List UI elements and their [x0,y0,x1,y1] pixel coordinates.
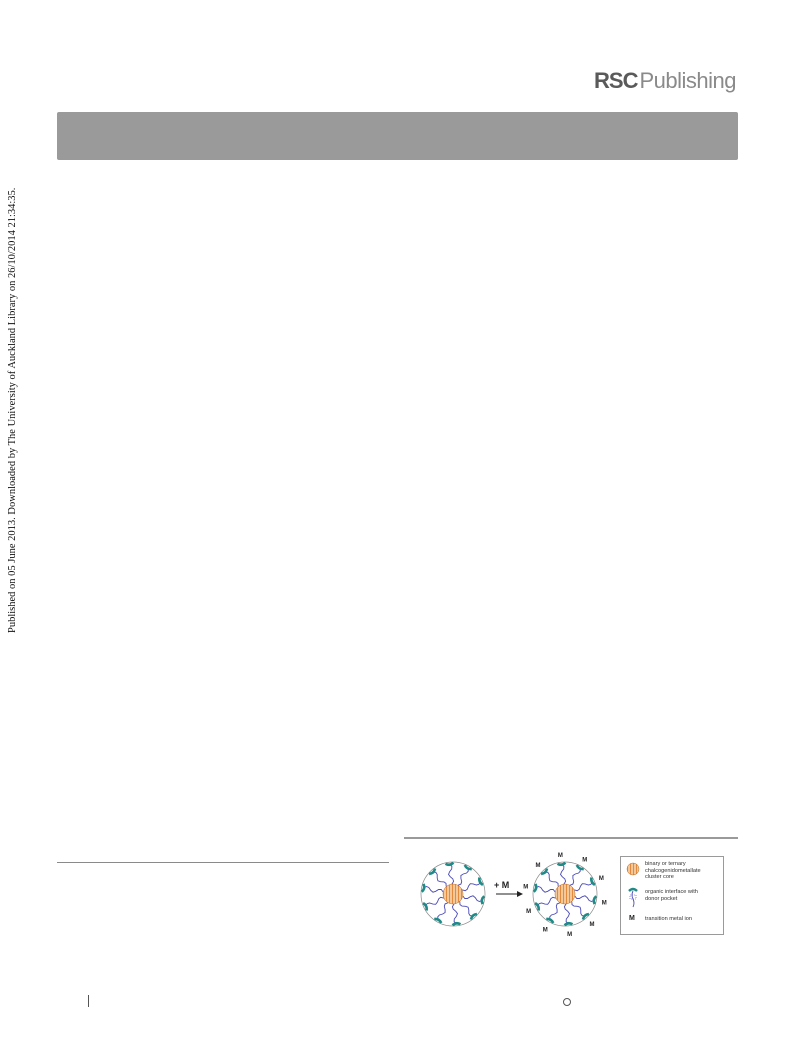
ligand-chain [561,864,566,884]
ligand-chain [545,872,559,887]
ligand-chain [572,901,586,916]
ligand-chain [452,904,457,924]
footnote-rule [57,862,389,863]
graphical-abstract-figure [410,850,728,960]
ligand-chain [574,882,592,891]
ligand-chain [550,903,560,920]
figure-top-rule [404,837,738,839]
logo-rsc: RSC [594,68,638,93]
figure-legend [620,856,724,935]
download-watermark: Published on 05 June 2013. Downloaded by The University of Auckland Library on 26/10/2014 21:34:35. [7,187,18,633]
ligand-chain [438,903,448,920]
article-header-band [57,112,738,160]
ligand-chain [449,864,454,884]
footer-copyright-mark [563,998,571,1006]
legend-metal-symbol: M [629,915,635,922]
legend-interface-text: organic interface with donor pocket [645,889,698,902]
donor-pocket [429,869,435,874]
legend-interface-swatch [629,889,637,907]
footer-page-separator [88,995,89,1007]
ligand-chain [462,882,480,891]
donor-pocket [558,863,566,865]
metal-ion-label: M [523,884,529,891]
metal-ion-label: M [589,922,595,928]
metal-ion-label: M [542,927,548,934]
legend-metal-text: transition metal ion [645,916,692,922]
metal-ion-label: M [582,857,588,864]
cluster-core-right [555,884,575,904]
ligand-chain [575,896,595,902]
reaction-arrow [494,880,523,897]
metal-ion-label: M [526,909,532,916]
logo-publishing: Publishing [639,68,736,93]
cluster-before [421,862,485,926]
ligand-chain [536,887,556,893]
legend-core-text: binary or ternary chalcogenidometallate cluster core [645,861,701,880]
donor-pocket [541,869,547,874]
legend-core-swatch [627,863,639,875]
ligand-chain [460,901,474,916]
ligand-chain [570,868,580,885]
metal-ion-label: M [557,852,563,859]
cluster-core-left [443,884,463,904]
donor-pocket [583,914,589,919]
metal-ion-label: M [567,932,573,939]
ligand-chain [426,897,444,906]
publisher-logo [594,68,736,94]
ligand-chain [463,896,483,902]
donor-pocket [453,923,461,925]
metal-ion-label: M [598,875,604,882]
ligand-chain [564,904,569,924]
ligand-chain [424,887,444,893]
ligand-chain [458,868,468,885]
donor-pocket [565,923,573,925]
metal-ion-label: M [601,900,607,907]
donor-pocket [471,914,477,919]
donor-pocket [446,863,454,865]
metal-ion-label: M [535,863,541,869]
ligand-chain [538,897,556,906]
arrow-label: + M [494,880,510,890]
ligand-chain [433,872,447,887]
cluster-after [523,853,606,938]
